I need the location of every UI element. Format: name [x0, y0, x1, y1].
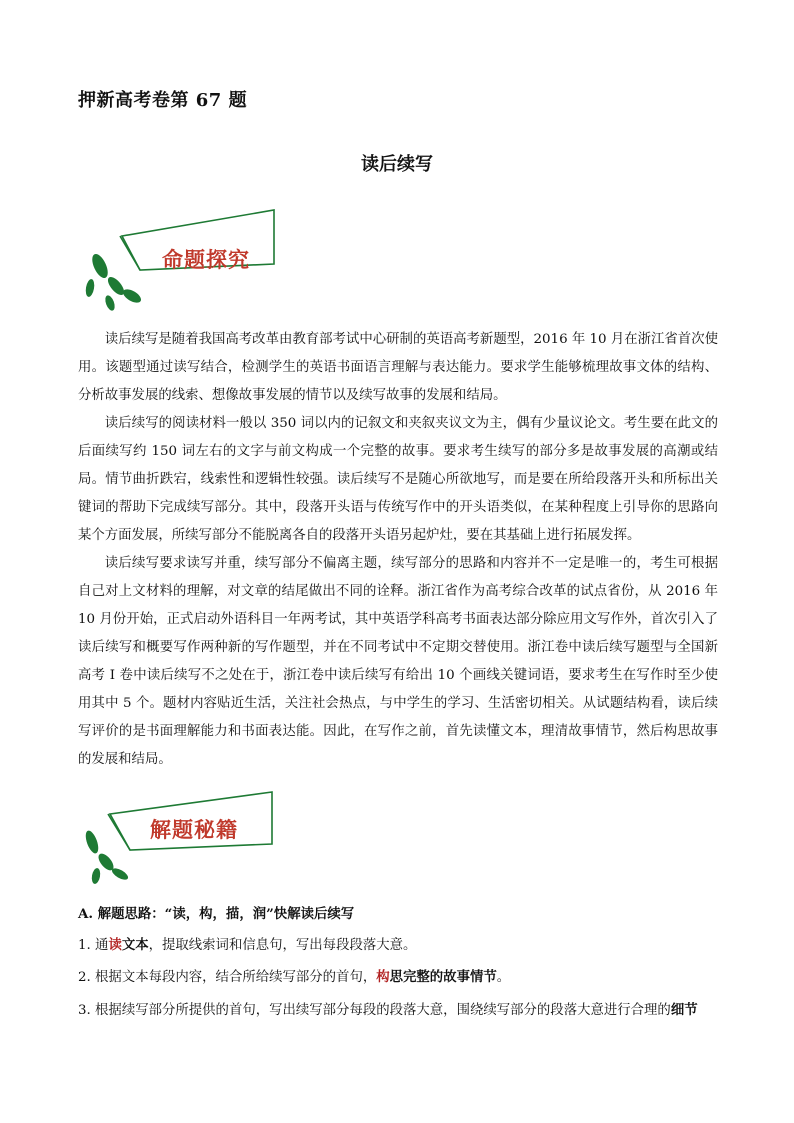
list-item-2-highlight: 构	[376, 969, 390, 985]
list-item-1-prefix: 1. 通	[78, 938, 109, 953]
banner-mingti	[80, 206, 280, 314]
paragraph-1: 读后续写是随着我国高考改革由教育部考试中心研制的英语高考新题型，2016 年 10 月在浙江省首次使用。该题型通过读写结合，检测学生的英语书面语言理解与表达能力。要求学生能够梳理故事文体的结构、分析故事发展的线索、想像故事发展的情节以及续写故事的发展和结局。	[78, 332, 718, 403]
list-item-1-highlight: 读	[108, 937, 122, 953]
document-title: 读后续写	[361, 154, 433, 175]
list-item-3-prefix: 3. 根据续写部分所提供的首句，写出续写部分每段的段落大意，围绕续写部分的段落大意进行合理的	[78, 1003, 671, 1018]
banner-label-mingti: 命题探究	[162, 247, 250, 272]
list-item-2-rest: 。	[496, 970, 511, 985]
list-item-2-prefix: 2. 根据文本每段内容，结合所给续写部分的首句，	[78, 970, 377, 985]
list-item-3-bold: 细节	[670, 1002, 698, 1018]
paragraph-2: 读后续写的阅读材料一般以 350 词以内的记叙文和夹叙夹议文为主，偶有少量议论文。考生要在此文的后面续写约 150 词左右的文字与前文构成一个完整的故事。要求考生续写的部分多是故事发展的高潮或结局。情节曲折跌宕，线索性和逻辑性较强。读后续写不是随心所欲地写，而是要在所给段落开头和所标出关键词的帮助下完成续写部分。其中，段落开头语与传统写作中的开头语类似，在某种程度上引导你的思路向某个方面发展，所续写部分不能脱离各自的段落开头语另起炉灶，要在其基础上进行拓展发挥。	[78, 416, 718, 543]
banner-jieti	[80, 788, 280, 888]
page-title: 押新高考卷第 67 题	[78, 90, 248, 111]
list-item-1	[78, 931, 718, 960]
list-item-1-bold: 文本	[121, 937, 149, 953]
list-item-2-bold: 思完整的故事情节	[389, 969, 497, 985]
list-item-3	[78, 996, 718, 1025]
paragraph-3: 读后续写要求读写并重，续写部分不偏离主题，续写部分的思路和内容并不一定是唯一的，考生可根据自己对上文材料的理解，对文章的结尾做出不同的诠释。浙江省作为高考综合改革的试点省份，从 2016 年 10 月份开始，正式启动外语科目一年两考试，其中英语学科高考书面表达部分除应用文写作外，首次引入了读后续写和概要写作两种新的写作题型，并在不同考试中不定期交替使用。浙江卷中读后续写题型与全国新高考 I 卷中读后续写不之处在于，浙江卷中读后续写有给出 10 个画线关键词语，要求考生在写作时至少使用其中 5 个。题材内容贴近生活，关注社会热点，与中学生的学习、生活密切相关。从试题结构看，读后续写评价的是书面理解能力和书面表达能。因此，在写作之前，首先读懂文本，理清故事情节，然后构思故事的发展和结局。	[78, 556, 718, 767]
list-item-2	[78, 963, 718, 992]
banner-label-jieti: 解题秘籍	[150, 817, 238, 842]
list-item-1-rest: ，提取线索词和信息句，写出每段段落大意。	[148, 938, 417, 953]
section-a-heading: A. 解题思路：“读，构，描，润”快解读后续写	[78, 906, 355, 922]
